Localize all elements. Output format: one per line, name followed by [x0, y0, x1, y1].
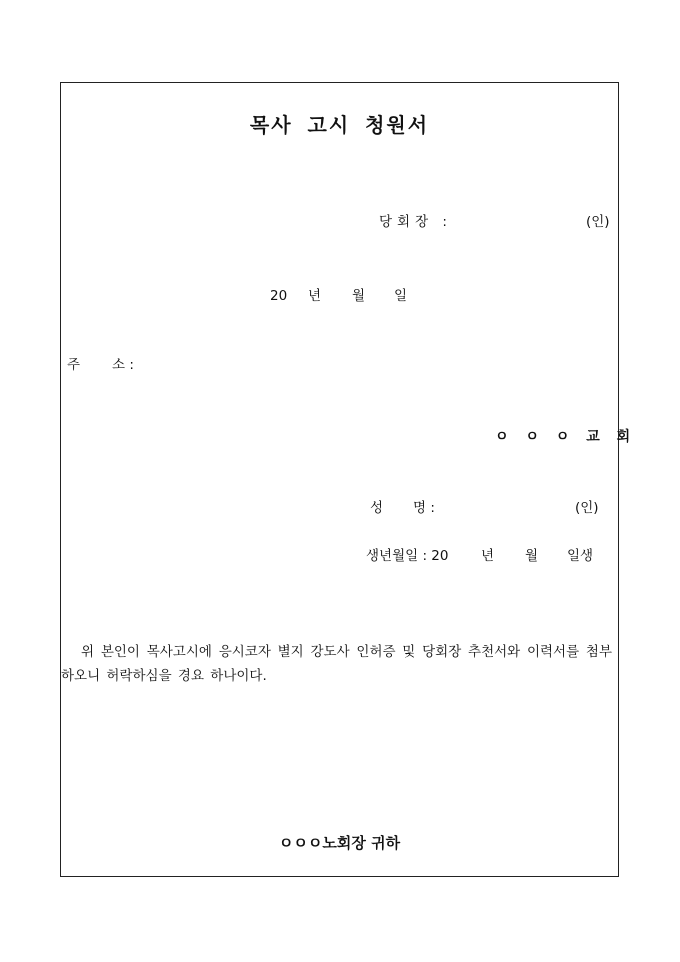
birth-year-unit: 년: [481, 548, 495, 564]
birth-date-line: [366, 548, 593, 564]
applicant-name-label: [370, 500, 435, 516]
petition-body-text: 위 본인이 목사고시에 응시코자 별지 강도사 인허증 및 당회장 추천서와 이력서를 첨부하오니 허락하심을 경요 하나이다.: [61, 644, 612, 684]
date-line: [270, 288, 407, 304]
addressee-line: ㅇㅇㅇ노회장 귀하: [278, 834, 401, 852]
name-label-first: 성: [370, 500, 384, 516]
address-label-first: 주: [67, 357, 81, 373]
date-year-unit: 년: [308, 288, 322, 304]
chair-seal-mark: (인): [586, 214, 610, 230]
birth-label: 생년월일 : 20: [366, 548, 449, 564]
date-day-unit: 일: [394, 288, 408, 304]
birth-day-unit: 일생: [567, 548, 594, 564]
date-year-prefix: 20: [270, 288, 288, 304]
chair-label: 당회장 :: [379, 214, 452, 230]
applicant-seal-mark: (인): [575, 500, 599, 516]
church-name: ㅇ ㅇ ㅇ 교 회: [495, 429, 637, 445]
date-month-unit: 월: [352, 288, 366, 304]
document-title: 목사 고시 청원서: [249, 113, 430, 137]
birth-month-unit: 월: [525, 548, 539, 564]
address-label: [67, 357, 134, 373]
address-label-second: 소 :: [112, 357, 134, 373]
name-label-second: 명 :: [413, 500, 435, 516]
petition-form: [60, 82, 637, 877]
